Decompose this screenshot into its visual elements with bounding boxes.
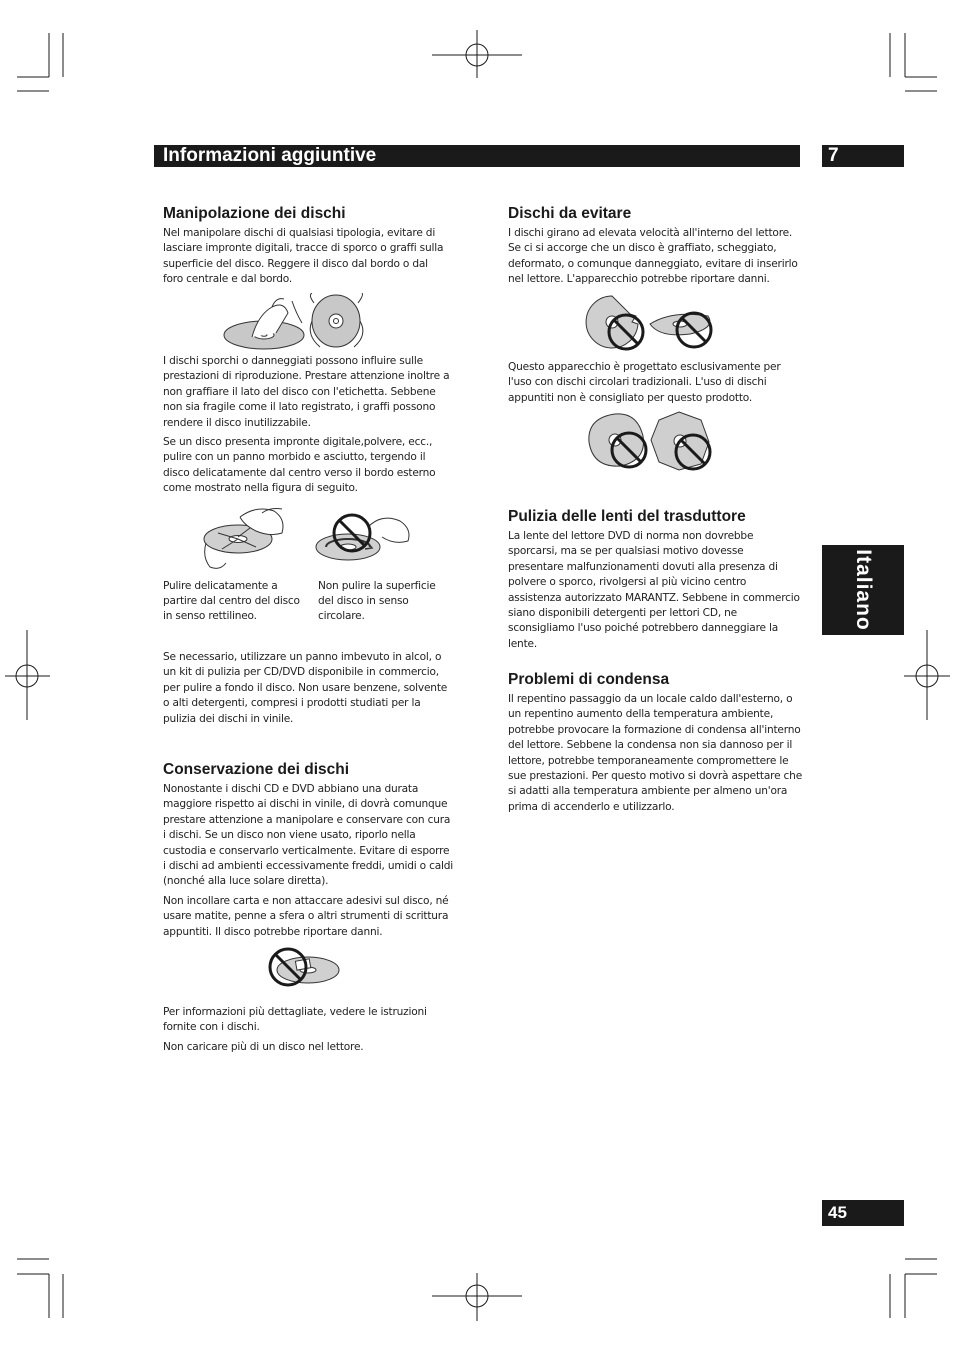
page-number: 45 [828,1203,847,1222]
language-tab-label: Italiano [852,549,875,631]
disc-handling-illustration [222,293,382,351]
heading-condensa: Problemi di condensa [508,671,670,688]
manipolazione-paragraph-3: Se un disco presenta impronte digitale,polvere, ecc., pulire con un panno morbido e asciutto, tergendo il disco delicatamente dal centro verso il bordo esterno come mostrato nella figura di seguito. [163,436,436,495]
no-circular-wipe-illustration [312,503,414,571]
manipolazione-paragraph-1: Nel manipolare dischi di qualsiasi tipologia, evitare di lasciare impronte digitali, tracce di sporco o graffi sulla superficie del disco. Reggere il disco dal bordo o dal foro centrale e dal bordo. [163,227,444,286]
section-header-bar [154,145,800,167]
conservazione-paragraph-4: Non caricare più di un disco nel lettore. [163,1041,364,1053]
caption-wipe-straight: Pulire delicatamente a partire dal centro del disco in senso rettilineo. [163,580,300,623]
dischi-evitare-paragraph-2: Questo apparecchio è progettato esclusivamente per l'uso con dischi circolari tradizionali. L'uso di dischi appuntiti non è consigliato per questo prodotto. [508,361,781,404]
dischi-evitare-paragraph-1: I dischi girano ad elevata velocità all'interno del lettore. Se ci si accorge che un disco è graffiato, scheggiato, deformato, o comunque danneggiato, evitare di inserirlo nel lettore. L'apparecchio potrebbe riportare danni. [508,227,798,286]
caption-no-circular: Non pulire la superficie del disco in senso circolare. [318,580,436,623]
no-sticker-illustration [266,946,342,990]
heading-dischi-evitare: Dischi da evitare [508,205,632,222]
conservazione-paragraph-2: Non incollare carta e non attaccare adesivi sul disco, né usare matite, penne a sfera o altri strumenti di scrittura appuntiti. Il disco potrebbe riportare danni. [163,895,449,938]
manipolazione-paragraph-4: Se necessario, utilizzare un panno imbevuto in alcol, o un kit di pulizia per CD/DVD disponibile in commercio, per pulire a fondo il disco. Non usare benzene, solvente o alti detergenti, compresi i prodotti studiati per la pulizia dei dischi in vinile. [163,651,448,725]
chapter-badge [822,145,904,167]
page-number-badge [822,1200,904,1226]
condensa-paragraph-1: Il repentino passaggio da un locale caldo dall'esterno, o un repentino aumento della temperatura ambiente, potrebbe provocare la formazione di condensa all'interno del lettore. Sebbene la condensa non sia dannoso per il lettore, potrebbe temporaneamente compromettere le sue prestazioni. Per questo motivo si dovrà aspettare che si adatti alla temperatura ambiente per almeno un'ora prima di accenderlo e utilizzarlo. [508,693,803,813]
page-title: Informazioni aggiuntive [163,145,377,166]
pulizia-paragraph-1: La lente del lettore DVD di norma non dovrebbe sporcarsi, ma se per qualsiasi motivo dovesse presentare malfunzionamenti dovuti alla presenza di polvere o sporco, rivolgersi al più vicino centro assistenza autorizzato MARANTZ. Sebbene in commercio siano disponibili detergenti per lettori CD, ne sconsigliamo l'uso poiché potrebbero danneggiare la lente. [508,530,800,650]
wipe-straight-illustration [200,503,292,571]
manipolazione-paragraph-2: I dischi sporchi o danneggiati possono influire sulle prestazioni di riproduzione. Prestare attenzione inoltre a non graffiare il lato del disco con l'etichetta. Sebbene non sia fragile come il lato registrato, i graffi possono rendere il disco inutilizzabile. [163,355,450,429]
heading-manipolazione: Manipolazione dei dischi [163,205,346,222]
heading-pulizia: Pulizia delle lenti del trasduttore [508,508,746,525]
heading-conservazione: Conservazione dei dischi [163,761,350,778]
conservazione-paragraph-1: Nonostante i dischi CD e DVD abbiano una durata maggiore rispetto ai dischi in vinile, di dovrà comunque prestare attenzione a manipolare e conservare con cura i dischi. Se un disco non viene usato, riporlo nella custodia e conservarlo verticalmente. Evitare di esporre i dischi ad ambienti eccessivamente freddi, umidi o caldi (nonché alla luce solare diretta). [163,783,454,888]
language-tab [822,545,904,635]
shaped-discs-illustration [585,410,715,472]
damaged-discs-illustration [582,294,716,352]
conservazione-paragraph-3: Per informazioni più dettagliate, vedere le istruzioni fornite con i dischi. [163,1006,427,1034]
chapter-number: 7 [828,145,839,166]
